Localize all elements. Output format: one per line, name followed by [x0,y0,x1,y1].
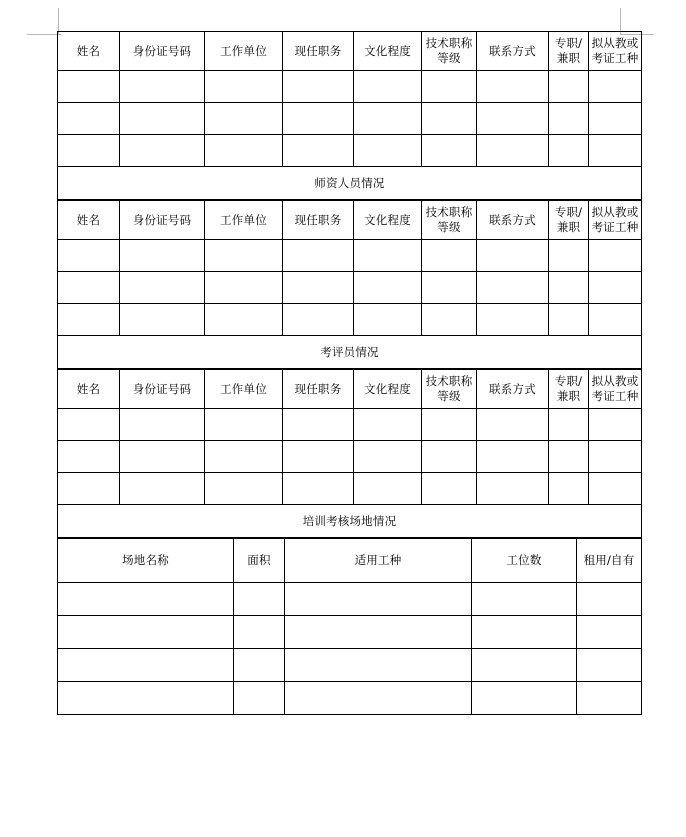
column-header-technical-title-grade: 技术职称等级 [422,370,477,409]
margin-mark-horizontal-line [27,34,61,35]
cell-work-unit[interactable] [205,409,283,441]
cell-current-position[interactable] [283,240,354,272]
cell-id-number[interactable] [120,71,205,103]
cell-full-or-part-time[interactable] [549,240,589,272]
cell-technical-title-grade[interactable] [422,441,477,473]
cell-full-or-part-time[interactable] [549,71,589,103]
table-row [58,240,642,272]
cell-intended-trade[interactable] [589,409,642,441]
cell-technical-title-grade[interactable] [422,304,477,336]
cell-venue-name[interactable] [58,616,234,649]
cell-workstation-count[interactable] [472,649,577,682]
cell-work-unit[interactable] [205,473,283,505]
cell-technical-title-grade[interactable] [422,473,477,505]
cell-workstation-count[interactable] [472,682,577,715]
venue-table [57,538,642,715]
cell-venue-name[interactable] [58,583,234,616]
cell-intended-trade[interactable] [589,473,642,505]
cell-intended-trade[interactable] [589,304,642,336]
column-header-area: 面积 [234,539,285,583]
cell-contact[interactable] [477,103,549,135]
page-margin-mark-top-left [27,8,61,40]
column-header-education-level: 文化程度 [354,370,422,409]
cell-education-level[interactable] [354,441,422,473]
table-header-row [58,201,642,240]
cell-intended-trade[interactable] [589,240,642,272]
cell-name[interactable] [58,103,120,135]
cell-work-unit[interactable] [205,441,283,473]
cell-name[interactable] [58,441,120,473]
cell-contact[interactable] [477,135,549,167]
cell-venue-name[interactable] [58,649,234,682]
table-row [58,682,642,715]
column-header-current-position: 现任职务 [283,370,354,409]
column-header-applicable-trade: 适用工种 [285,539,472,583]
cell-work-unit[interactable] [205,272,283,304]
table-row [58,103,642,135]
cell-workstation-count[interactable] [472,583,577,616]
cell-id-number[interactable] [120,304,205,336]
cell-full-or-part-time[interactable] [549,272,589,304]
cell-contact[interactable] [477,71,549,103]
cell-applicable-trade[interactable] [285,616,472,649]
cell-rented-or-owned[interactable] [577,616,642,649]
cell-area[interactable] [234,616,285,649]
cell-full-or-part-time[interactable] [549,135,589,167]
cell-work-unit[interactable] [205,240,283,272]
cell-workstation-count[interactable] [472,616,577,649]
person-table-1 [57,31,642,200]
section-title-row-teaching-staff [58,167,642,200]
table-header-row [58,539,642,583]
cell-full-or-part-time[interactable] [549,473,589,505]
cell-intended-trade[interactable] [589,272,642,304]
cell-current-position[interactable] [283,409,354,441]
cell-area[interactable] [234,649,285,682]
section-title-teaching-staff: 师资人员情况 [58,167,642,200]
column-header-name: 姓名 [58,32,120,71]
cell-full-or-part-time[interactable] [549,409,589,441]
cell-education-level[interactable] [354,409,422,441]
cell-current-position[interactable] [283,103,354,135]
cell-name[interactable] [58,71,120,103]
table-row [58,409,642,441]
table-row [58,71,642,103]
column-header-work-unit: 工作单位 [205,370,283,409]
cell-full-or-part-time[interactable] [549,304,589,336]
form-document-body [57,31,641,715]
cell-id-number[interactable] [120,441,205,473]
cell-rented-or-owned[interactable] [577,583,642,616]
column-header-id-number: 身份证号码 [120,201,205,240]
cell-current-position[interactable] [283,272,354,304]
cell-contact[interactable] [477,304,549,336]
column-header-full-or-part-time: 专职/兼职 [549,32,589,71]
cell-current-position[interactable] [283,135,354,167]
cell-work-unit[interactable] [205,71,283,103]
column-header-contact: 联系方式 [477,32,549,71]
table-row [58,272,642,304]
cell-id-number[interactable] [120,240,205,272]
table-row [58,583,642,616]
column-header-name: 姓名 [58,201,120,240]
column-header-intended-trade: 拟从教或考证工种 [589,32,642,71]
cell-contact[interactable] [477,240,549,272]
table-row [58,649,642,682]
cell-education-level[interactable] [354,71,422,103]
cell-technical-title-grade[interactable] [422,409,477,441]
column-header-contact: 联系方式 [477,201,549,240]
cell-id-number[interactable] [120,135,205,167]
cell-education-level[interactable] [354,240,422,272]
section-title-assessors: 考评员情况 [58,336,642,369]
cell-education-level[interactable] [354,103,422,135]
cell-current-position[interactable] [283,71,354,103]
column-header-id-number: 身份证号码 [120,370,205,409]
column-header-id-number: 身份证号码 [120,32,205,71]
cell-applicable-trade[interactable] [285,649,472,682]
cell-education-level[interactable] [354,272,422,304]
cell-contact[interactable] [477,272,549,304]
cell-name[interactable] [58,304,120,336]
cell-name[interactable] [58,473,120,505]
column-header-venue-name: 场地名称 [58,539,234,583]
cell-intended-trade[interactable] [589,441,642,473]
cell-work-unit[interactable] [205,103,283,135]
cell-id-number[interactable] [120,103,205,135]
cell-technical-title-grade[interactable] [422,240,477,272]
cell-work-unit[interactable] [205,304,283,336]
cell-full-or-part-time[interactable] [549,441,589,473]
table-row [58,473,642,505]
cell-id-number[interactable] [120,473,205,505]
column-header-intended-trade: 拟从教或考证工种 [589,370,642,409]
column-header-contact: 联系方式 [477,370,549,409]
cell-rented-or-owned[interactable] [577,682,642,715]
cell-rented-or-owned[interactable] [577,649,642,682]
column-header-full-or-part-time: 专职/兼职 [549,201,589,240]
column-header-current-position: 现任职务 [283,32,354,71]
cell-name[interactable] [58,272,120,304]
cell-venue-name[interactable] [58,682,234,715]
table-row [58,304,642,336]
column-header-education-level: 文化程度 [354,32,422,71]
cell-applicable-trade[interactable] [285,682,472,715]
cell-education-level[interactable] [354,304,422,336]
cell-technical-title-grade[interactable] [422,71,477,103]
cell-area[interactable] [234,682,285,715]
cell-education-level[interactable] [354,473,422,505]
table-row [58,135,642,167]
cell-technical-title-grade[interactable] [422,272,477,304]
column-header-technical-title-grade: 技术职称等级 [422,32,477,71]
cell-name[interactable] [58,135,120,167]
cell-current-position[interactable] [283,304,354,336]
cell-applicable-trade[interactable] [285,583,472,616]
column-header-education-level: 文化程度 [354,201,422,240]
section-title-row-assessors [58,336,642,369]
cell-technical-title-grade[interactable] [422,135,477,167]
cell-education-level[interactable] [354,135,422,167]
cell-technical-title-grade[interactable] [422,103,477,135]
cell-full-or-part-time[interactable] [549,103,589,135]
cell-name[interactable] [58,409,120,441]
cell-intended-trade[interactable] [589,135,642,167]
cell-contact[interactable] [477,473,549,505]
column-header-current-position: 现任职务 [283,201,354,240]
cell-intended-trade[interactable] [589,103,642,135]
cell-name[interactable] [58,240,120,272]
table-row [58,616,642,649]
table-header-row [58,32,642,71]
person-table-3 [57,369,642,538]
column-header-work-unit: 工作单位 [205,32,283,71]
column-header-rented-or-owned: 租用/自有 [577,539,642,583]
cell-contact[interactable] [477,409,549,441]
cell-current-position[interactable] [283,473,354,505]
cell-id-number[interactable] [120,409,205,441]
cell-work-unit[interactable] [205,135,283,167]
section-title-venue: 培训考核场地情况 [58,505,642,538]
column-header-intended-trade: 拟从教或考证工种 [589,201,642,240]
section-title-row-venue [58,505,642,538]
column-header-work-unit: 工作单位 [205,201,283,240]
table-header-row [58,370,642,409]
cell-intended-trade[interactable] [589,71,642,103]
table-row [58,441,642,473]
cell-current-position[interactable] [283,441,354,473]
column-header-full-or-part-time: 专职/兼职 [549,370,589,409]
column-header-name: 姓名 [58,370,120,409]
cell-id-number[interactable] [120,272,205,304]
cell-contact[interactable] [477,441,549,473]
cell-area[interactable] [234,583,285,616]
column-header-workstation-count: 工位数 [472,539,577,583]
column-header-technical-title-grade: 技术职称等级 [422,201,477,240]
person-table-2 [57,200,642,369]
